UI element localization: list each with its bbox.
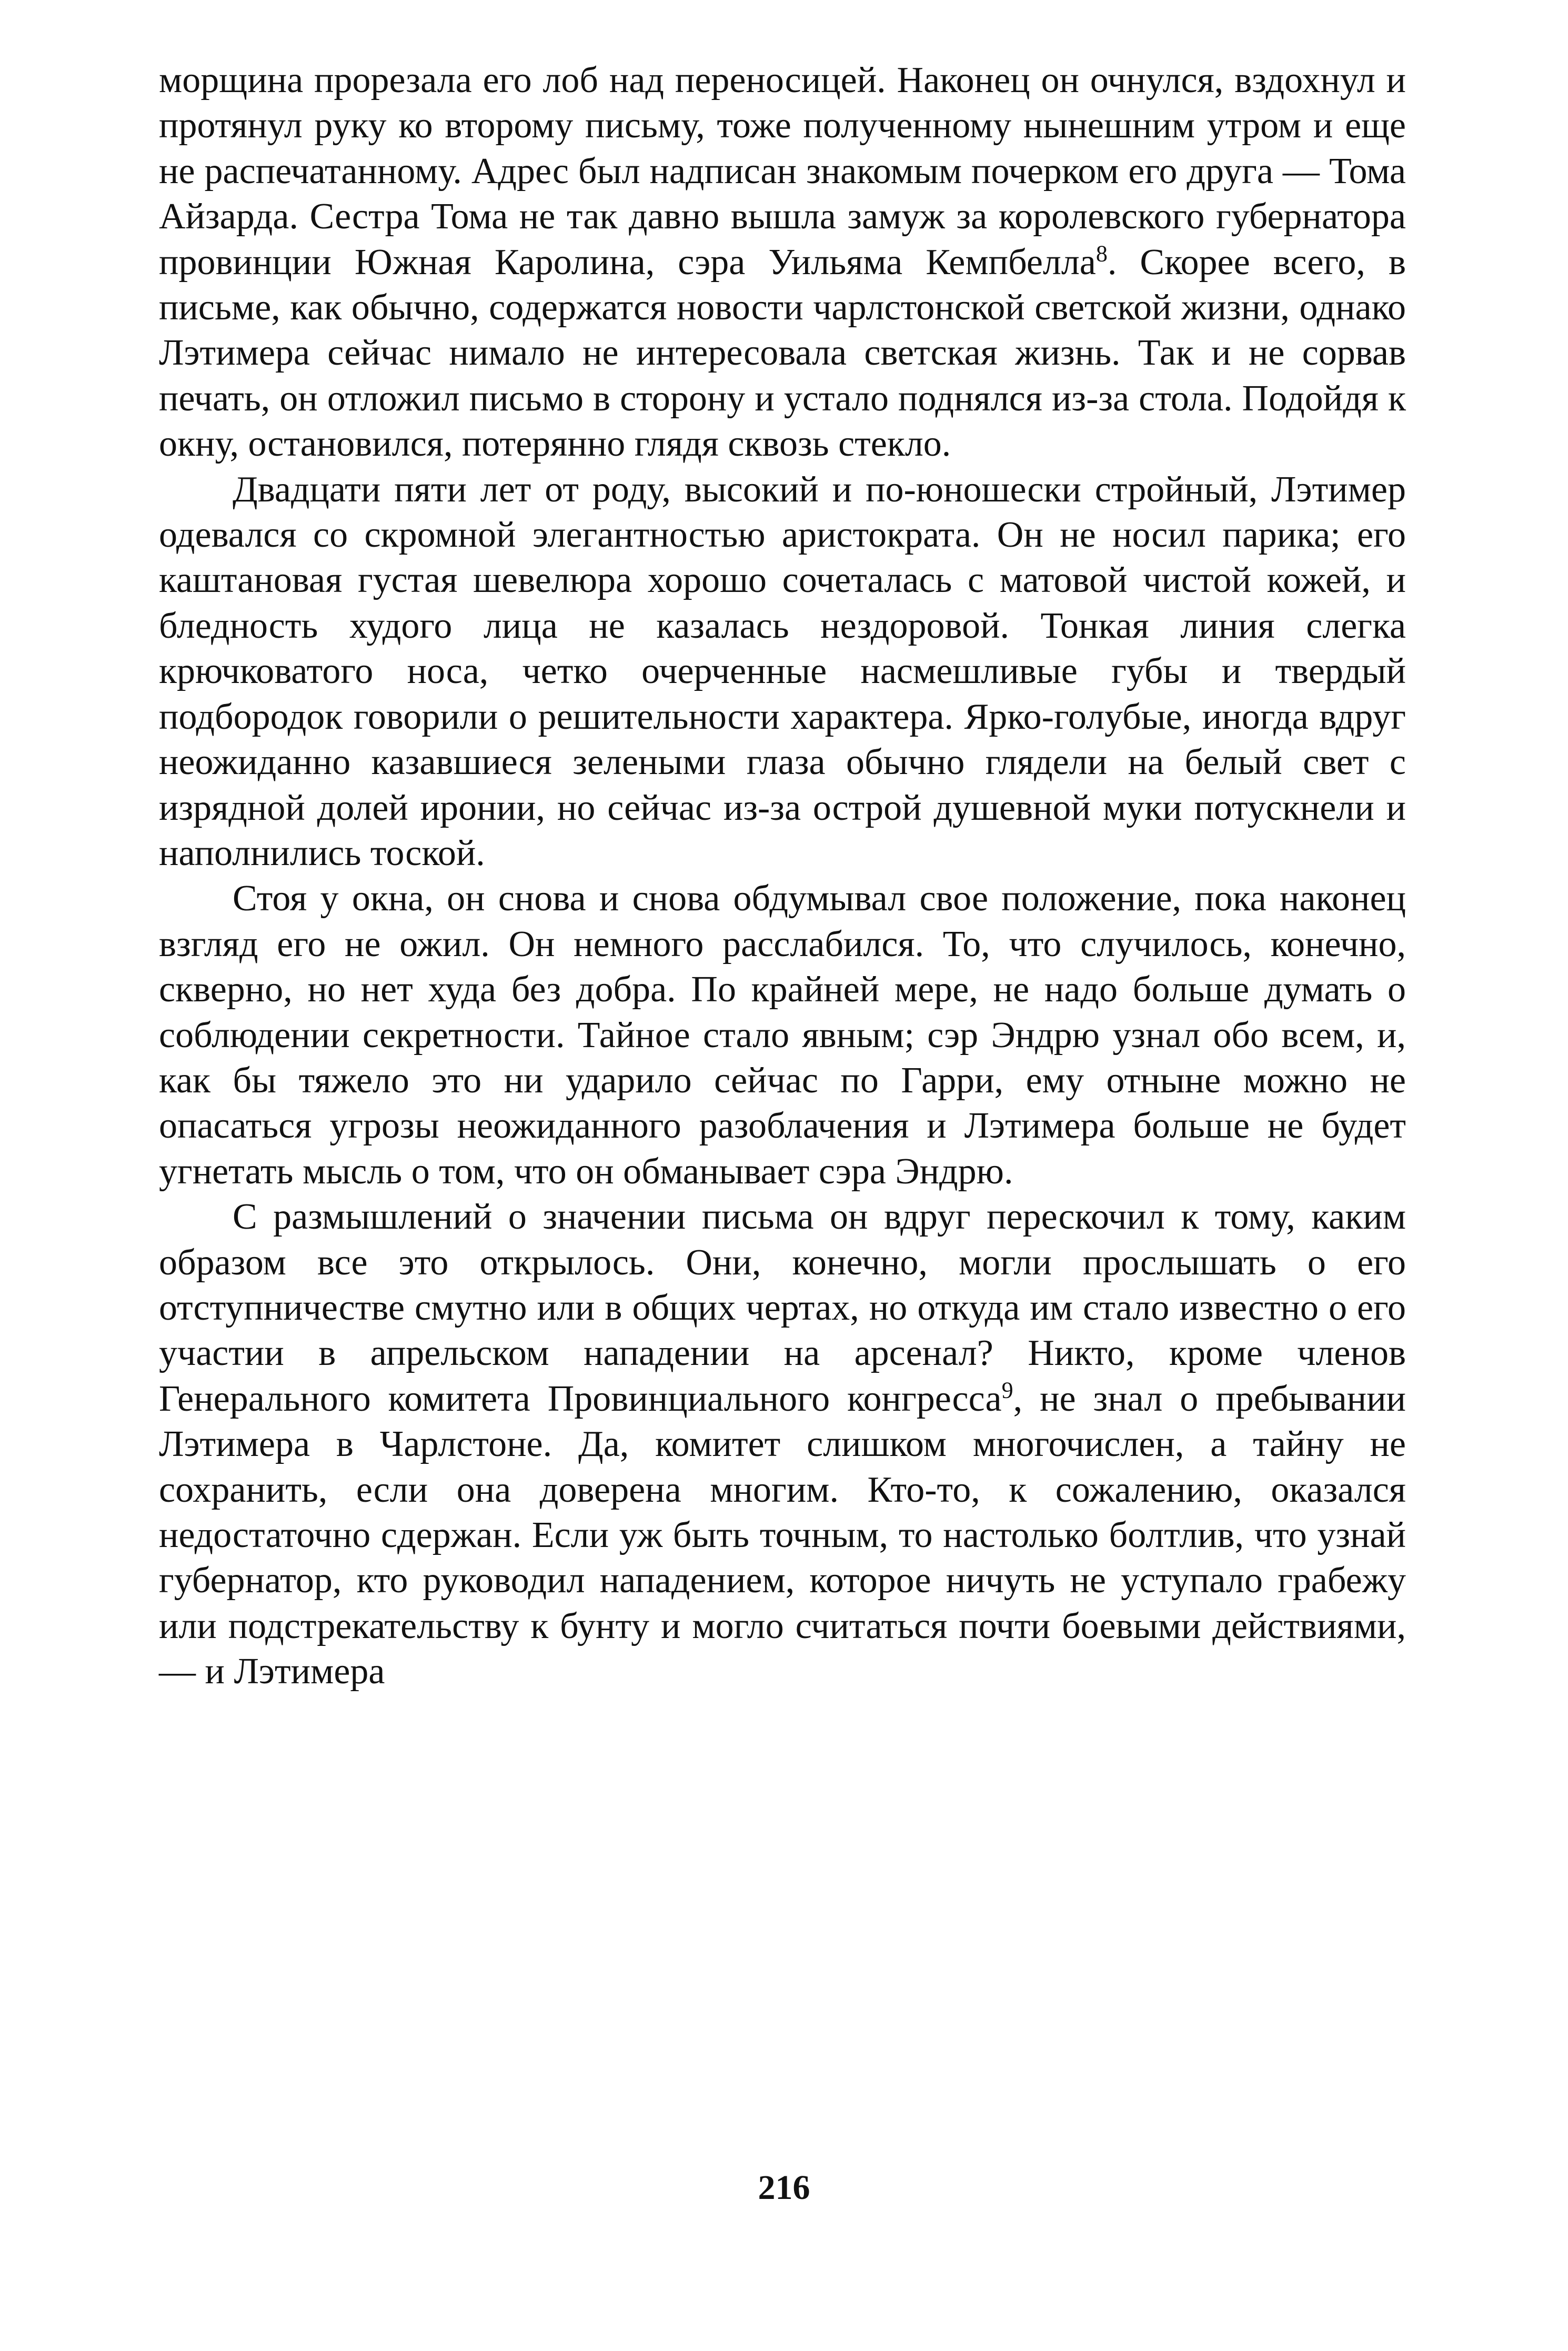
paragraph-1-part-2: . Скорее всего, в письме, как обычно, содержатся новости чарлстонской светской жизни, однако Лэтимера сейчас нимало не интересовала светская жизнь. Так и не сорвав печать, он отложил письмо в сторону и устало поднялся из-за стола. Подойдя к окну, остановился, потерянно глядя сквозь стекло.	[159, 242, 1406, 465]
paragraph-4	[159, 1194, 1406, 1694]
body-text	[159, 58, 1406, 1695]
page-number: 216	[758, 2168, 810, 2207]
paragraph-1	[159, 58, 1406, 467]
paragraph-4-part-2: , не знал о пребывании Лэтимера в Чарлстоне. Да, комитет слишком многочислен, а тайну не сохранить, если она доверена многим. Кто-то, к сожалению, оказался недостаточно сдержан. Если уж быть точным, то настолько болтлив, что узнай губернатор, кто руководил нападением, которое ничуть не уступало грабежу или подстрекательству к бунту и могло считаться почти боевыми действиями,— и Лэтимера	[159, 1378, 1406, 1692]
paragraph-2: Двадцати пяти лет от роду, высокий и по-юношески стройный, Лэтимер одевался со скромной элегантностью аристократа. Он не носил парика; его каштановая густая шевелюра хорошо сочеталась с матовой чистой кожей, и бледность худого лица не казалась нездоровой. Тонкая линия слегка крючковатого носа, четко очерченные насмешливые губы и твердый подбородок говорили о решительности характера. Ярко-голубые, иногда вдруг неожиданно казавшиеся зелеными глаза обычно глядели на белый свет с изрядной долей иронии, но сейчас из-за острой душевной муки потускнели и наполнились тоской.	[159, 469, 1406, 873]
paragraph-1-part-1: морщина прорезала его лоб над переносицей. Наконец он очнулся, вздохнул и протянул руку ко второму письму, тоже полученному нынешним утром и еще не распечатанному. Адрес был надписан знакомым почерком его друга — Тома Айзарда. Сестра Тома не так давно вышла замуж за королевского губернатора провинции Южная Каролина, сэра Уильяма Кемпбелла	[159, 60, 1406, 283]
paragraph-4-part-1: С размышлений о значении письма он вдруг перескочил к тому, каким образом все это открылось. Они, конечно, могли прослышать о его отступничестве смутно или в общих чертах, но откуда им стало известно о его участии в апрельском нападении на арсенал? Никто, кроме членов Генерального комитета Провинциального конгресса	[159, 1197, 1406, 1419]
paragraph-3: Стоя у окна, он снова и снова обдумывал свое положение, пока наконец взгляд его не ожил. Он немного расслабился. То, что случилось, конечно, скверно, но нет худа без добра. По крайней мере, не надо больше думать о соблюдении секретности. Тайное стало явным; сэр Эндрю узнал обо всем, и, как бы тяжело это ни ударило сейчас по Гарри, ему отныне можно не опасаться угрозы неожиданного разоблачения и Лэтимера больше не будет угнетать мысль о том, что он обманывает сэра Эндрю.	[159, 878, 1406, 1192]
footnote-ref-9: 9	[1001, 1377, 1013, 1403]
footnote-ref-8: 8	[1095, 240, 1108, 267]
